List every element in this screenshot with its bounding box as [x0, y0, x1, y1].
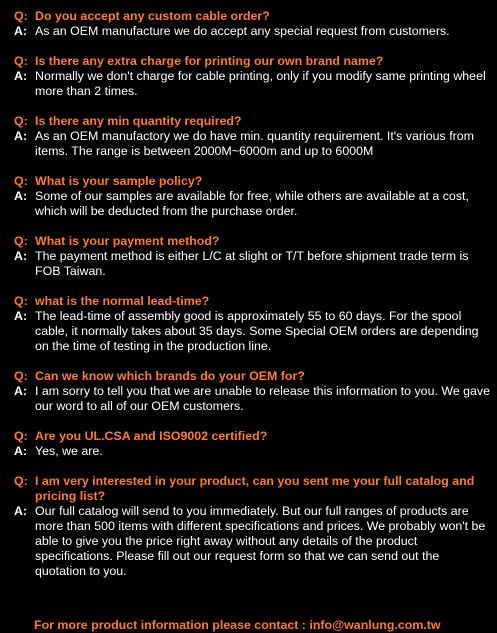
- question-row: [14, 294, 492, 309]
- answer-row: [14, 69, 492, 99]
- question-row: [14, 9, 492, 24]
- answer-text: Our full catalog will send to you immediately. But our full ranges of products are more than 500 items with different specifications and prices. We probably won't be able to give you the price right away without any details of the product specifications. Please fill out our request form so that we can send out the quotation to you.: [35, 504, 486, 578]
- question-row: [14, 429, 492, 444]
- answer-text: Normally we don't charge for cable printing, only if you modify same printing wheel more than 2 times.: [35, 69, 486, 98]
- answer-text: The lead-time of assembly good is approximately 55 to 60 days. For the spool cable, it normally takes about 35 days. Some Special OEM orders are depending on the time of testing in the production line.: [35, 309, 479, 353]
- question-label: Q:: [14, 234, 28, 248]
- question-text: I am very interested in your product, can you sent me your full catalog and pricing list?: [35, 474, 475, 503]
- answer-label: A:: [14, 309, 28, 323]
- faq-item: [14, 429, 492, 459]
- answer-label: A:: [14, 24, 28, 38]
- answer-label: A:: [14, 189, 28, 203]
- faq-item: [14, 114, 492, 159]
- faq-item: [14, 294, 492, 354]
- question-label: Q:: [14, 294, 28, 308]
- contact-footer: For more product information please contact : info@wanlung.com.tw: [34, 618, 441, 632]
- answer-row: [14, 384, 492, 414]
- question-text: Is there any min quantity required?: [35, 114, 242, 128]
- answer-text: The payment method is either L/C at slight or T/T before shipment trade term is FOB Taiwan.: [35, 249, 469, 278]
- faq-item: [14, 474, 492, 579]
- question-text: Can we know which brands do your OEM for?: [35, 369, 305, 383]
- question-label: Q:: [14, 429, 28, 443]
- question-label: Q:: [14, 174, 28, 188]
- question-text: What is your payment method?: [35, 234, 220, 248]
- answer-text: As an OEM manufactory we do have min. quantity requirement. It's various from items. The range is between 2000M~6000m and up to 6000M: [35, 129, 474, 158]
- answer-row: [14, 504, 492, 579]
- answer-text: As an OEM manufacture we do accept any special request from customers.: [35, 24, 450, 38]
- question-label: Q:: [14, 369, 28, 383]
- question-text: Is there any extra charge for printing our own brand name?: [35, 54, 384, 68]
- question-label: Q:: [14, 474, 28, 488]
- question-row: [14, 234, 492, 249]
- question-row: [14, 369, 492, 384]
- question-row: [14, 174, 492, 189]
- answer-row: [14, 189, 492, 219]
- answer-label: A:: [14, 249, 28, 263]
- faq-list: [14, 9, 492, 594]
- question-text: Are you UL.CSA and ISO9002 certified?: [35, 429, 268, 443]
- answer-label: A:: [14, 504, 28, 518]
- question-row: [14, 474, 492, 504]
- answer-text: I am sorry to tell you that we are unable to release this information to you. We gave our word to all of our OEM customers.: [35, 384, 491, 413]
- question-text: What is your sample policy?: [35, 174, 203, 188]
- faq-item: [14, 9, 492, 39]
- faq-item: [14, 54, 492, 99]
- answer-label: A:: [14, 129, 28, 143]
- question-label: Q:: [14, 114, 28, 128]
- answer-text: Yes, we are.: [35, 444, 103, 458]
- answer-row: [14, 24, 492, 39]
- question-row: [14, 114, 492, 129]
- faq-item: [14, 234, 492, 279]
- question-row: [14, 54, 492, 69]
- answer-text: Some of our samples are available for free, while others are available at a cost, which will be deducted from the purchase order.: [35, 189, 469, 218]
- faq-item: [14, 369, 492, 414]
- question-text: what is the normal lead-time?: [35, 294, 210, 308]
- answer-row: [14, 309, 492, 354]
- question-text: Do you accept any custom cable order?: [35, 9, 270, 23]
- question-label: Q:: [14, 54, 28, 68]
- answer-label: A:: [14, 444, 28, 458]
- answer-row: [14, 444, 492, 459]
- answer-row: [14, 249, 492, 279]
- answer-label: A:: [14, 384, 28, 398]
- answer-row: [14, 129, 492, 159]
- faq-item: [14, 174, 492, 219]
- answer-label: A:: [14, 69, 28, 83]
- question-label: Q:: [14, 9, 28, 23]
